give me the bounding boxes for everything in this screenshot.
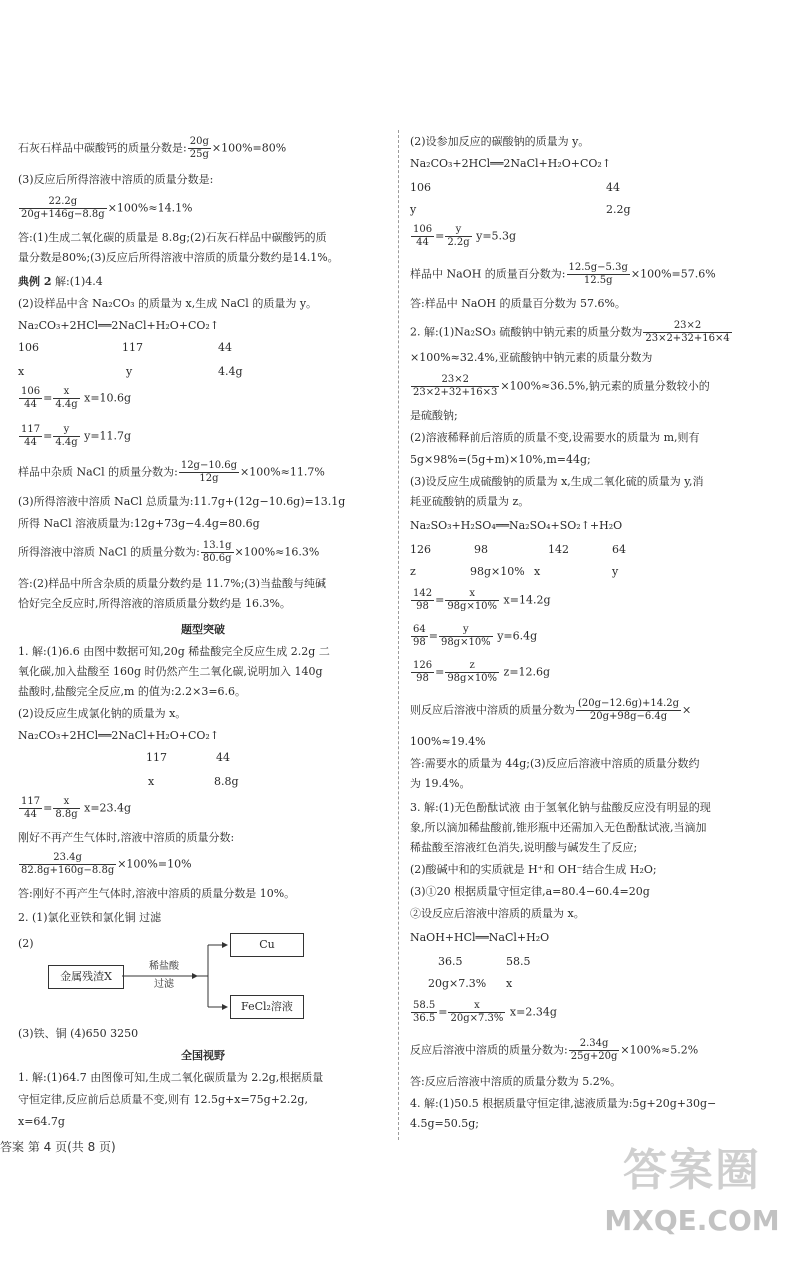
proportion: $\frac{106}{44}$ = $\frac{y}{2.2g}$ y=5.3g (413, 224, 517, 248)
text: 样品中 NaOH 的质量百分数为: (410, 267, 566, 281)
watermark-logo (592, 1140, 792, 1260)
denominator: 98 (416, 601, 429, 612)
text-line (410, 698, 785, 726)
numerator: 64 (413, 624, 426, 635)
molar-mass: 64 (612, 543, 626, 556)
text-line: 答:需要水的质量为 44g;(3)反应后溶液中溶质的质量分数约 (410, 757, 700, 770)
result: y=6.4g (497, 629, 538, 643)
numerator: x (53, 386, 79, 399)
numerator: 58.5 (413, 1000, 436, 1011)
numerator: 23×2 (411, 374, 499, 387)
molar-mass: 36.5 (438, 955, 463, 968)
text-line: 5g×98%=(5g+m)×10%,m=44g; (410, 453, 591, 466)
numerator: 22.2g (19, 196, 107, 209)
denominator: 23×2+32+16×3 (413, 387, 498, 398)
fraction (643, 320, 731, 345)
text-line: (2)设参加反应的碳酸钠的质量为 y。 (410, 135, 590, 148)
equation: Na₂CO₃+2HCl══2NaCl+H₂O+CO₂↑ (410, 157, 612, 170)
text: ×100%≈11.7% (240, 465, 325, 479)
fraction (448, 1000, 505, 1025)
text-line: 量分数是80%;(3)反应后所得溶液中溶质的质量分数约是14.1%。 (18, 251, 339, 264)
text-line (18, 852, 388, 878)
text: ×100%≈5.2% (620, 1043, 699, 1057)
text-line: 4. 解:(1)50.5 根据质量守恒定律,滤液质量为:5g+20g+30g− (410, 1097, 717, 1110)
watermark-text: 答案圈 (623, 1145, 761, 1196)
equation: NaOH+HCl══NaCl+H₂O (410, 931, 550, 944)
text-line (18, 274, 388, 290)
equation: Na₂CO₃+2HCl══2NaCl+H₂O+CO₂↑ (18, 319, 220, 332)
text: ×100%≈36.5%,钠元素的质量分数较小的 (500, 379, 710, 393)
text-line: (3)所得溶液中溶质 NaCl 总质量为:11.7g+(12g−10.6g)=13.1g (18, 495, 346, 508)
section-heading: 全国视野 (181, 1049, 225, 1062)
fraction (411, 1000, 437, 1025)
quantity: x (534, 565, 541, 578)
fraction (201, 540, 234, 565)
text: 2. 解:(1)Na₂SO₃ 硫酸钠中钠元素的质量分数为 (410, 325, 643, 339)
quantity: y (612, 565, 619, 578)
text-line: 答:刚好不再产生气体时,溶液中溶质的质量分数是 10%。 (18, 887, 296, 900)
reagent-label: 稀盐酸 (149, 961, 179, 972)
fraction (19, 796, 42, 821)
quantity: 8.8g (214, 775, 239, 788)
fraction (53, 424, 79, 449)
fraction (179, 460, 239, 485)
numerator: z (445, 660, 499, 673)
equation: Na₂SO₃+H₂SO₄══Na₂SO₄+SO₂↑+H₂O (410, 519, 623, 532)
text-line: ×100%≈32.4%,亚硫酸钠中钠元素的质量分数为 (410, 351, 653, 364)
text-line: 恰好完全反应时,所得溶液的溶质质量分数约是 16.3%。 (18, 597, 291, 610)
quantity: y (410, 203, 417, 216)
denominator: 44 (416, 237, 429, 248)
denominator: 4.4g (55, 437, 78, 448)
text-line: (3)反应后所得溶液中溶质的质量分数是: (18, 173, 214, 186)
quantity: x (148, 775, 155, 788)
denominator: 12g (199, 473, 219, 484)
fraction (411, 374, 499, 399)
molar-mass: 106 (18, 341, 39, 354)
quantity: z (410, 565, 416, 578)
text-line: 答:(2)样品中所含杂质的质量分数约是 11.7%;(3)当盐酸与纯碱 (18, 577, 327, 590)
denominator: 12.5g (583, 275, 613, 286)
text-line (18, 460, 388, 486)
result: x=10.6g (84, 391, 132, 405)
text-line: 耗亚硫酸钠的质量为 z。 (410, 495, 530, 508)
text-line: (3)设反应生成硫酸钠的质量为 x,生成二氧化硫的质量为 y,消 (410, 475, 704, 488)
numerator: (20g−12.6g)+14.2g (578, 698, 680, 709)
process-diagram (48, 925, 328, 1035)
copper-box: Cu (230, 933, 304, 957)
text: 样品中杂质 NaCl 的质量分数为: (18, 465, 178, 479)
text-line: 2. (1)氯化亚铁和氯化铜 过滤 (18, 911, 162, 924)
denominator: 44 (24, 809, 37, 820)
proportion: $\frac{58.5}{36.5}$ = $\frac{x}{20g\times 7.3\%}$ x=2.34g (413, 1000, 557, 1024)
text-line: (2)设样品中含 Na₂CO₃ 的质量为 x,生成 NaCl 的质量为 y。 (18, 297, 318, 310)
molar-mass: 117 (122, 341, 143, 354)
numerator: 12.5g−5.3g (568, 262, 628, 273)
residue-box: 金属残渣X (48, 965, 124, 989)
molar-mass: 98 (474, 543, 488, 556)
text-line (18, 136, 388, 161)
text-line: 答:反应后溶液中溶质的质量分数为 5.2%。 (410, 1075, 622, 1088)
fraction (569, 1038, 620, 1063)
denominator: 4.4g (55, 399, 78, 410)
fraction (411, 588, 434, 613)
result: y=11.7g (84, 429, 132, 443)
text-line: 是硫酸钠; (410, 409, 458, 422)
proportion: $\frac{106}{44}$ = $\frac{x}{4.4g}$ x=10.6g (21, 386, 132, 410)
text: 反应后溶液中溶质的质量分数为: (410, 1043, 568, 1057)
fraction (19, 196, 107, 220)
denominator: 23×2+32+16×4 (645, 333, 730, 344)
molar-mass: 106 (410, 181, 431, 194)
text-line: 4.5g=50.5g; (410, 1117, 479, 1130)
text-line: 答:样品中 NaOH 的质量百分数为 57.6%。 (410, 297, 626, 310)
quantity: x (506, 977, 513, 990)
numerator: 106 (21, 386, 41, 397)
numerator: 142 (413, 588, 433, 599)
denominator: 20g+146g−8.8g (21, 209, 105, 220)
numerator: 20g (189, 136, 209, 147)
denominator: 98g×10% (447, 601, 498, 612)
numerator: x (445, 588, 499, 601)
fraction (445, 224, 471, 249)
denominator: 98 (413, 637, 426, 648)
text-line (410, 374, 785, 400)
text-line: 3. 解:(1)无色酚酞试液 由于氢氧化钠与盐酸反应没有明显的现 (410, 801, 711, 814)
fraction (19, 386, 42, 411)
quantity: 20g×7.3% (428, 977, 487, 990)
text-line: 稀盐酸至溶液红色消失,说明酸与碱发生了反应; (410, 841, 638, 854)
text-line: (2) (18, 937, 34, 950)
operation-label: 过滤 (154, 979, 174, 990)
fraction (411, 624, 428, 649)
fraction (188, 136, 211, 161)
text-line: 刚好不再产生气体时,溶液中溶质的质量分数: (18, 831, 235, 844)
denominator: 25g+20g (570, 1051, 618, 1062)
numerator: 117 (21, 424, 41, 435)
denominator: 98g×10% (447, 673, 498, 684)
page-footer: 答案 第 4 页(共 8 页) (0, 1140, 116, 1154)
fraction (53, 386, 79, 411)
result: x=14.2g (503, 593, 551, 607)
numerator: x (53, 796, 79, 809)
proportion: $\frac{126}{98}$ = $\frac{z}{98g\times 10\%}$ z=12.6g (413, 660, 551, 684)
numerator: 2.34g (569, 1038, 620, 1051)
denominator: 20g×7.3% (450, 1013, 504, 1024)
text: 则反应后溶液中溶质的质量分数为 (410, 703, 575, 717)
fraction (411, 224, 434, 249)
fraction (445, 588, 499, 613)
text-line: 守恒定律,反应前后总质量不变,则有 12.5g+x=75g+2.2g, (18, 1093, 308, 1106)
section-heading: 题型突破 (181, 623, 225, 636)
denominator: 80.6g (202, 553, 232, 564)
numerator: 12g−10.6g (180, 460, 237, 471)
result: x=23.4g (84, 801, 132, 815)
numerator: y (445, 224, 471, 237)
quantity: y (126, 365, 133, 378)
numerator: 126 (413, 660, 433, 671)
text-line: (2)设反应生成氯化钠的质量为 x。 (18, 707, 187, 720)
text-line: 氧化碳,加入盐酸至 160g 时仍然产生二氧化碳,说明加入 140g (18, 665, 323, 678)
text-line: 为 19.4%。 (410, 777, 471, 790)
proportion: $\frac{142}{98}$ = $\frac{x}{98g\times 10\%}$ x=14.2g (413, 588, 551, 612)
text: ×100%=10% (117, 857, 192, 871)
quantity: x (18, 365, 25, 378)
example-heading: 典例 2 (18, 275, 52, 288)
proportion: $\frac{117}{44}$ = $\frac{x}{8.8g}$ x=23.4g (21, 796, 132, 820)
fraction (439, 624, 493, 649)
quantity: 2.2g (606, 203, 631, 216)
denominator: 8.8g (55, 809, 78, 820)
text-line: 象,所以滴加稀盐酸前,锥形瓶中还需加入无色酚酞试液,当滴加 (410, 821, 707, 834)
text-line: (3)铁、铜 (4)650 3250 (18, 1027, 139, 1040)
fraction (576, 698, 681, 723)
proportion: $\frac{64}{98}$ = $\frac{y}{98g\times 10\%}$ y=6.4g (413, 624, 538, 648)
denominator: 44 (24, 437, 37, 448)
numerator: y (53, 424, 79, 437)
fraction (567, 262, 630, 287)
fraction (411, 660, 434, 685)
molar-mass: 58.5 (506, 955, 531, 968)
text-line: 盐酸时,盐酸完全反应,m 的值为:2.2×3=6.6。 (18, 685, 247, 698)
numerator: 23×2 (643, 320, 731, 333)
text: ×100%=80% (211, 141, 287, 155)
text: 石灰石样品中碳酸钙的质量分数是: (18, 141, 187, 155)
text-line: 答:(1)生成二氧化碳的质量是 8.8g;(2)石灰石样品中碳酸钙的质 (18, 231, 327, 244)
text-line: 1. 解:(1)6.6 由图中数据可知,20g 稀盐酸完全反应生成 2.2g 二 (18, 645, 330, 658)
denominator: 98g×10% (440, 637, 491, 648)
text: 所得溶液中溶质 NaCl 的质量分数为: (18, 545, 200, 559)
numerator: 117 (21, 796, 41, 807)
fraction (19, 852, 116, 877)
text-line: (3)①20 根据质量守恒定律,a=80.4−60.4=20g (410, 885, 650, 898)
text-line (410, 320, 785, 346)
denominator: 36.5 (413, 1013, 436, 1024)
text-line (18, 540, 388, 566)
denominator: 44 (24, 399, 37, 410)
text-line: (2)酸碱中和的实质就是 H⁺和 OH⁻结合生成 H₂O; (410, 863, 657, 876)
text: 解:(1)4.4 (54, 275, 103, 288)
text-line: 1. 解:(1)64.7 由图像可知,生成二氧化碳质量为 2.2g,根据质量 (18, 1071, 324, 1084)
molar-mass: 117 (146, 751, 167, 764)
text-line: 所得 NaCl 溶液质量为:12g+73g−4.4g=80.6g (18, 517, 260, 530)
text: ×100%≈16.3% (234, 545, 320, 559)
numerator: 23.4g (19, 852, 116, 865)
molar-mass: 126 (410, 543, 431, 556)
text-line: ②设反应后溶液中溶质的质量为 x。 (410, 907, 585, 920)
fraction (445, 660, 499, 685)
molar-mass: 142 (548, 543, 569, 556)
text-line (410, 262, 785, 288)
denominator: 98 (416, 673, 429, 684)
result: z=12.6g (503, 665, 551, 679)
denominator: 20g+98g−6.4g (589, 711, 668, 722)
text-line (18, 196, 388, 220)
numerator: y (439, 624, 493, 637)
numerator: x (448, 1000, 505, 1013)
fraction (53, 796, 79, 821)
text: ×100%≈14.1% (107, 201, 193, 215)
text-line: x=64.7g (18, 1115, 65, 1128)
molar-mass: 44 (606, 181, 620, 194)
numerator: 13.1g (202, 540, 232, 551)
text: ×100%=57.6% (630, 267, 716, 281)
text: × (682, 703, 692, 717)
molar-mass: 44 (218, 341, 232, 354)
numerator: 106 (413, 224, 433, 235)
equation: Na₂CO₃+2HCl══2NaCl+H₂O+CO₂↑ (18, 729, 220, 742)
ferrous-chloride-box: FeCl₂溶液 (230, 995, 304, 1019)
watermark-url: MXQE.COM (604, 1204, 780, 1237)
denominator: 82.8g+160g−8.8g (21, 865, 115, 876)
result: y=5.3g (476, 229, 517, 243)
text-line: 100%≈19.4% (410, 735, 486, 748)
denominator: 25g (189, 149, 209, 160)
text-line: (2)溶液稀释前后溶质的质量不变,设需要水的质量为 m,则有 (410, 431, 700, 444)
proportion: $\frac{117}{44}$ = $\frac{y}{4.4g}$ y=11.7g (21, 424, 132, 448)
quantity: 4.4g (218, 365, 243, 378)
fraction (19, 424, 42, 449)
text-line (410, 1038, 785, 1066)
molar-mass: 44 (216, 751, 230, 764)
column-divider (398, 130, 399, 1140)
denominator: 2.2g (447, 237, 470, 248)
result: x=2.34g (509, 1005, 557, 1019)
quantity: 98g×10% (470, 565, 525, 578)
